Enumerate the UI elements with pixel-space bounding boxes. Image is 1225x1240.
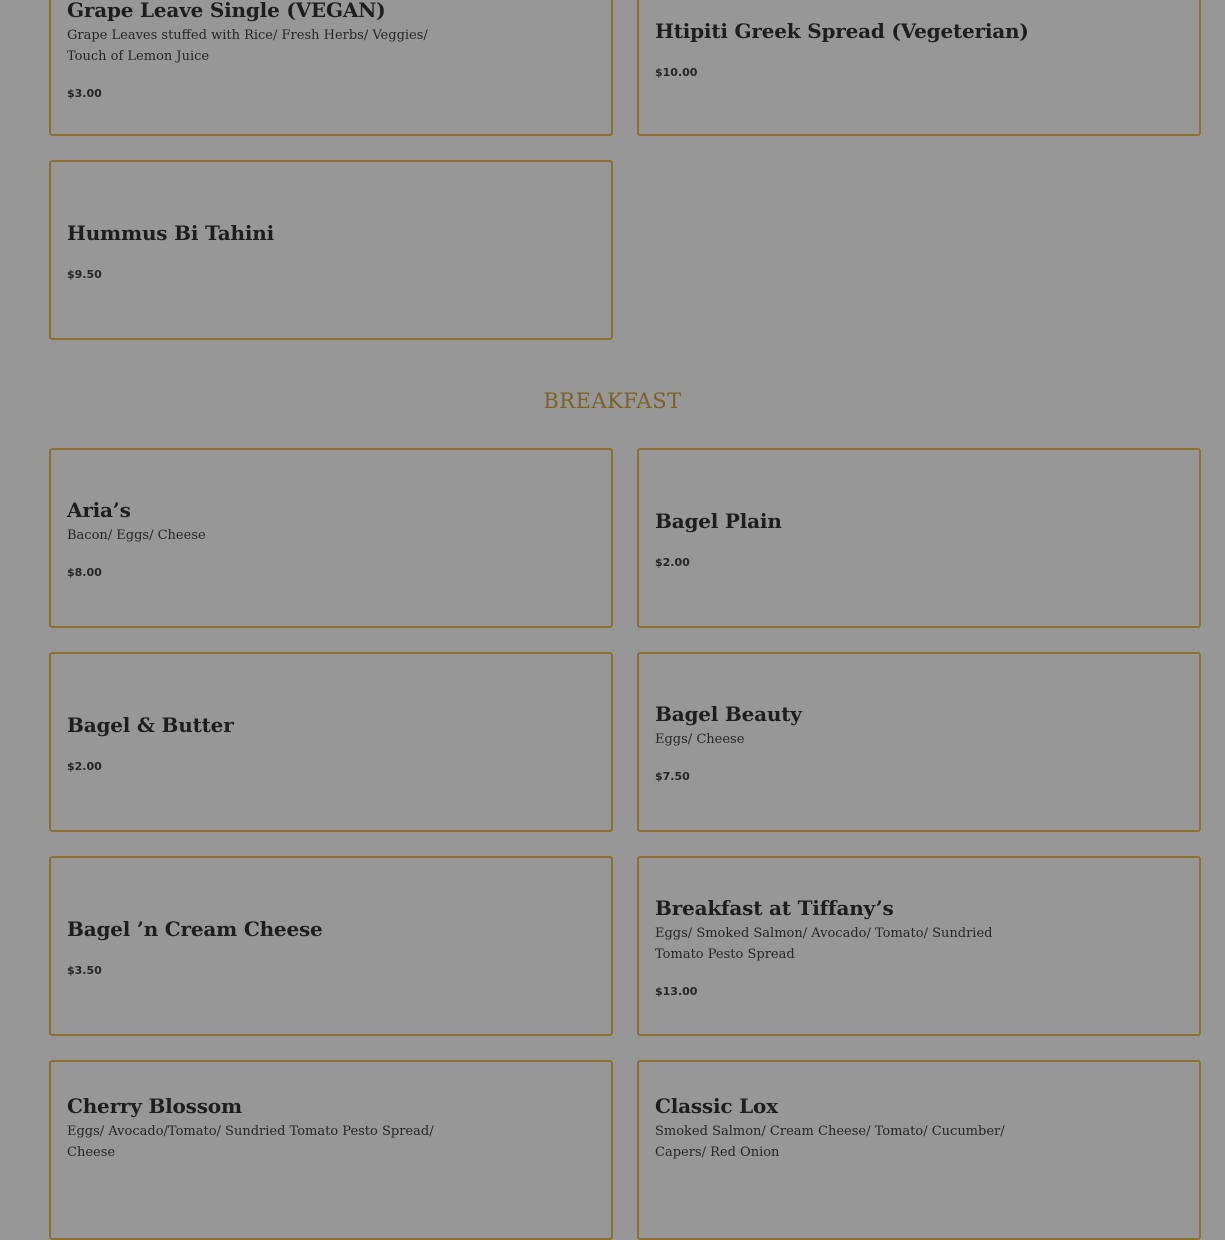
menu-item-card[interactable] xyxy=(637,0,1201,136)
menu-item-price: $8.00 xyxy=(67,566,102,579)
menu-item-title: Bagel & Butter xyxy=(67,712,234,737)
menu-item-content xyxy=(67,1062,595,1238)
menu-item-price: $2.00 xyxy=(655,555,690,569)
menu-item-description: Eggs/ Avocado/Tomato/ Sundried Tomato Pesto Spread/ Cheese xyxy=(67,1124,434,1160)
menu-item-content xyxy=(67,162,595,338)
menu-item-content xyxy=(67,654,595,830)
menu-item-title: Grape Leave Single (VEGAN) xyxy=(67,0,386,22)
menu-item-title: Htipiti Greek Spread (Vegeterian) xyxy=(655,18,1029,43)
menu-item-title: Breakfast at Tiffany’s xyxy=(655,895,894,920)
menu-item-card[interactable] xyxy=(637,448,1201,628)
menu-item-card[interactable] xyxy=(49,856,613,1036)
menu-item-card[interactable] xyxy=(49,0,613,136)
menu-item-content xyxy=(655,654,1183,830)
menu-item-title: Hummus Bi Tahini xyxy=(67,220,274,245)
menu-item-price: $7.50 xyxy=(655,770,690,783)
menu-item-content xyxy=(655,450,1183,626)
menu-item-card[interactable] xyxy=(637,1060,1201,1240)
menu-item-card[interactable] xyxy=(49,160,613,340)
menu-item-price: $2.00 xyxy=(67,759,102,773)
menu-item-content xyxy=(67,0,595,134)
menu-item-title: Bagel Beauty xyxy=(655,702,802,726)
menu-item-title: Cherry Blossom xyxy=(67,1094,242,1118)
menu-item-card[interactable] xyxy=(49,652,613,832)
menu-item-card[interactable] xyxy=(637,652,1201,832)
menu-item-content xyxy=(655,1062,1183,1238)
menu-item-card[interactable] xyxy=(49,448,613,628)
menu-item-price: $9.50 xyxy=(67,267,102,281)
menu-item-description: Grape Leaves stuffed with Rice/ Fresh Herbs/ Veggies/ Touch of Lemon Juice xyxy=(67,27,428,64)
menu-item-price: $13.00 xyxy=(655,984,698,998)
menu-item-description: Smoked Salmon/ Cream Cheese/ Tomato/ Cucumber/ Capers/ Red Onion xyxy=(655,1124,1005,1160)
section-heading-breakfast: BREAKFAST xyxy=(543,389,682,413)
menu-item-content xyxy=(655,858,1183,1034)
menu-item-price: $10.00 xyxy=(655,65,698,79)
menu-item-title: Aria’s xyxy=(67,498,131,522)
menu-item-content xyxy=(67,858,595,1034)
menu-item-card[interactable] xyxy=(49,1060,613,1240)
menu-item-description: Bacon/ Eggs/ Cheese xyxy=(67,528,206,543)
menu-item-description: Eggs/ Smoked Salmon/ Avocado/ Tomato/ Sundried Tomato Pesto Spread xyxy=(655,925,993,962)
menu-item-content xyxy=(67,450,595,626)
menu-item-title: Bagel ’n Cream Cheese xyxy=(67,916,323,941)
menu-item-content xyxy=(655,0,1183,134)
menu-item-price: $3.50 xyxy=(67,963,102,977)
menu-item-description: Eggs/ Cheese xyxy=(655,732,745,747)
menu-item-card[interactable] xyxy=(637,856,1201,1036)
menu-item-price: $3.00 xyxy=(67,86,102,100)
menu-item-title: Bagel Plain xyxy=(655,508,782,533)
menu-item-title: Classic Lox xyxy=(655,1094,778,1118)
